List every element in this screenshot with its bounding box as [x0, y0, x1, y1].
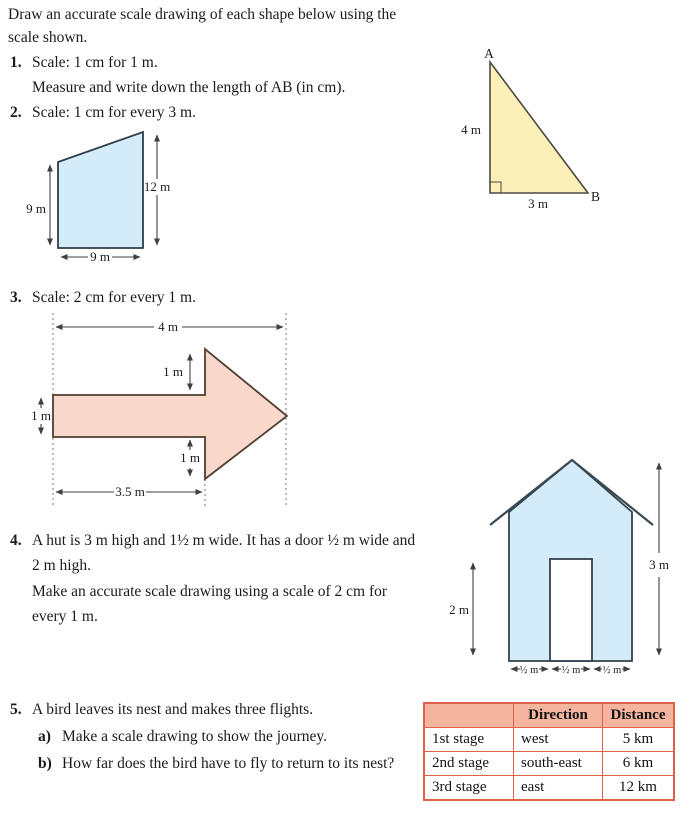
quadrilateral-shape [58, 132, 143, 248]
triangle-height-label: 4 m [461, 122, 481, 137]
q5a-label: a) [38, 728, 51, 745]
arrow-shaft-label: 3.5 m [115, 484, 145, 499]
q2-scale-text: Scale: 1 cm for every 3 m. [32, 104, 196, 121]
q5-number: 5. [10, 701, 22, 718]
table-row [424, 752, 674, 776]
triangle-figure [450, 48, 620, 218]
intro-line-1: Draw an accurate scale drawing of each shape below using the [8, 6, 397, 23]
quad-bottom-label: 9 m [90, 249, 110, 264]
q2-number: 2. [10, 104, 22, 121]
stage-cell: 1st stage [424, 728, 514, 752]
table-header-row [424, 703, 674, 728]
hut-figure [440, 450, 685, 690]
distance-cell: 6 km [603, 752, 675, 776]
q3-scale-text: Scale: 2 cm for every 1 m. [32, 289, 196, 306]
arrow-top-label: 1 m [163, 364, 183, 379]
table-header-distance: Distance [603, 703, 675, 728]
q5b-text: How far does the bird have to fly to return to its nest? [62, 755, 395, 772]
q1-number: 1. [10, 54, 22, 71]
table-header-direction: Direction [514, 703, 603, 728]
triangle-base-label: 3 m [528, 196, 548, 211]
q4-line-4: every 1 m. [32, 608, 98, 625]
q3-number: 3. [10, 289, 22, 306]
q4-line-2: 2 m high. [32, 557, 91, 574]
table-header-blank [424, 703, 514, 728]
vertex-label-b: B [591, 189, 601, 204]
direction-cell: south-east [514, 752, 603, 776]
q5-text: A bird leaves its nest and makes three flights. [32, 701, 314, 718]
arrow-left-label: 1 m [31, 408, 51, 423]
quad-right-label: 12 m [143, 179, 171, 194]
direction-cell: west [514, 728, 603, 752]
arrow-total-width-label: 4 m [158, 319, 178, 334]
intro-line-2: scale shown. [8, 29, 88, 46]
vertex-label-a: A [484, 46, 494, 61]
quad-left-label: 9 m [26, 201, 46, 216]
direction-cell: east [514, 776, 603, 801]
flight-table [423, 702, 675, 801]
q5a-text: Make a scale drawing to show the journey. [62, 728, 327, 745]
triangle-shape [490, 62, 588, 193]
stage-cell: 2nd stage [424, 752, 514, 776]
q1-scale-text: Scale: 1 cm for 1 m. [32, 54, 158, 71]
arrow-bottom-label: 1 m [180, 450, 200, 465]
quadrilateral-figure [10, 125, 205, 275]
q4-line-3: Make an accurate scale drawing using a scale of 2 cm for [32, 583, 388, 600]
hut-door [550, 559, 592, 661]
table-row [424, 776, 674, 801]
hut-width-label-1: ½ m [519, 665, 539, 676]
q1-instruction: Measure and write down the length of AB (in cm). [32, 79, 346, 96]
distance-cell: 5 km [603, 728, 675, 752]
arrow-figure [20, 305, 300, 517]
hut-height-label: 3 m [649, 557, 669, 572]
q4-line-1: A hut is 3 m high and 1½ m wide. It has a door ½ m wide and [32, 532, 416, 549]
table-row [424, 728, 674, 752]
hut-width-label-2: ½ m [561, 665, 581, 676]
hut-width-label-3: ½ m [602, 665, 622, 676]
q4-number: 4. [10, 532, 22, 549]
stage-cell: 3rd stage [424, 776, 514, 801]
q5b-label: b) [38, 755, 52, 772]
hut-door-height-label: 2 m [449, 602, 469, 617]
distance-cell: 12 km [603, 776, 675, 801]
